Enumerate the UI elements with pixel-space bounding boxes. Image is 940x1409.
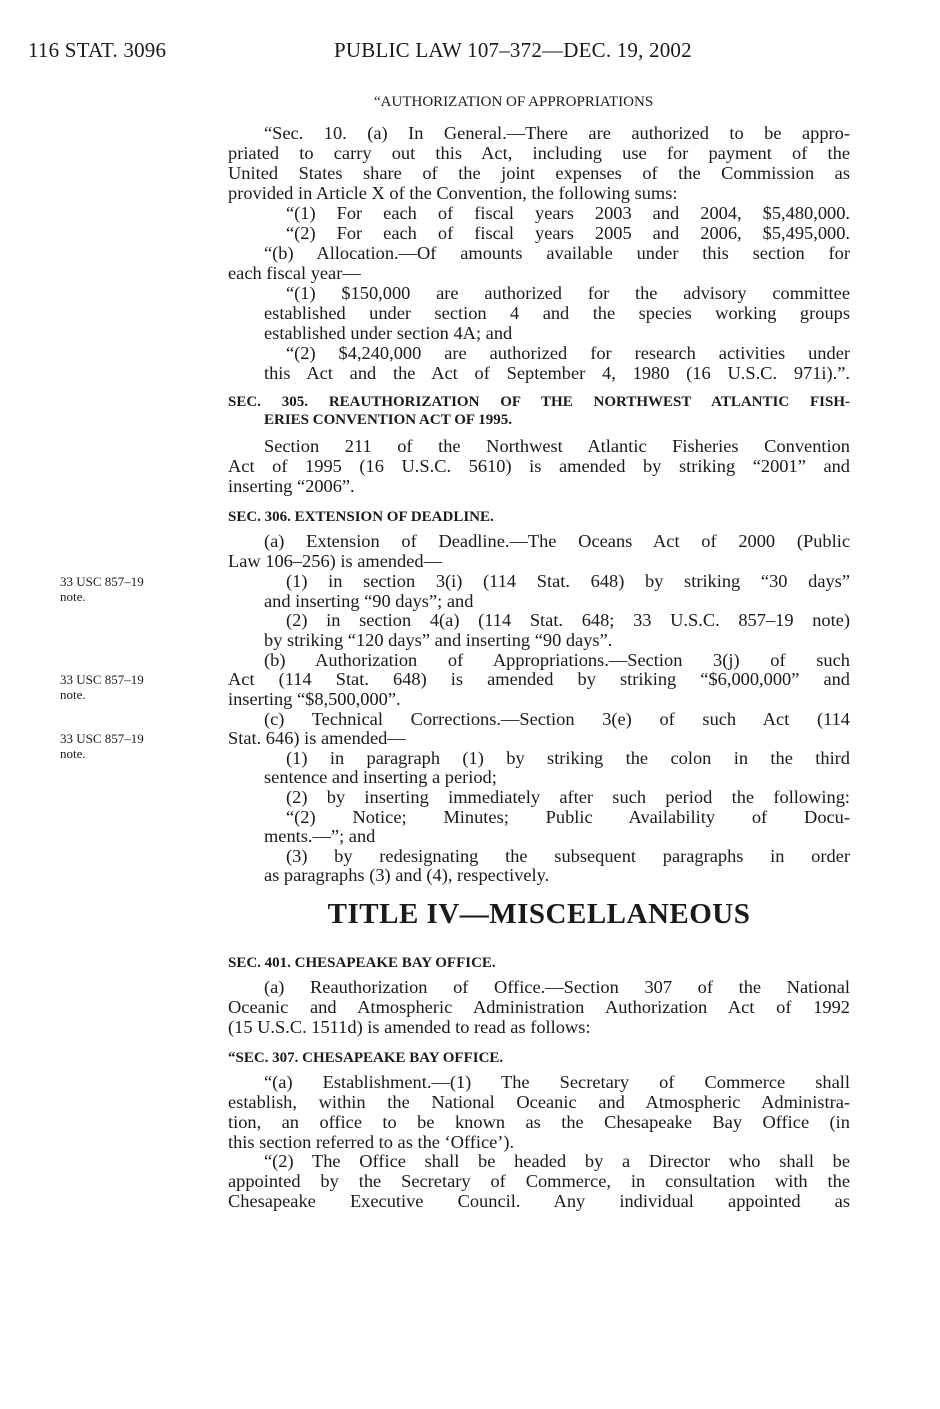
section-heading: “AUTHORIZATION OF APPROPRIATIONS bbox=[374, 94, 654, 110]
page-reference: 116 STAT. 3096 bbox=[28, 38, 167, 62]
margin-note-citation: 33 USC 857–19 bbox=[60, 731, 144, 746]
text-line: Law 106–256) is amended— bbox=[228, 551, 442, 571]
section-305-heading-cont: ERIES CONVENTION ACT OF 1995. bbox=[264, 412, 512, 428]
text-line: this section referred to as the ‘Office’). bbox=[228, 1132, 515, 1152]
margin-note-suffix: note. bbox=[60, 687, 86, 702]
section-401-heading: SEC. 401. CHESAPEAKE BAY OFFICE. bbox=[228, 955, 496, 971]
text-line: “(2) The Office shall be headed by a Director who shall be bbox=[264, 1151, 850, 1171]
text-line: and inserting “90 days”; and bbox=[264, 591, 474, 611]
text-line: (a) Reauthorization of Office.—Section 307 of the National bbox=[264, 977, 850, 997]
text-line: Section 211 of the Northwest Atlantic Fisheries Convention bbox=[264, 436, 850, 456]
text-line: ments.—”; and bbox=[264, 826, 376, 846]
text-line: establish, within the National Oceanic and Atmospheric Administra- bbox=[228, 1092, 850, 1112]
text-line: (2) in section 4(a) (114 Stat. 648; 33 U.S.C. 857–19 note) bbox=[286, 610, 850, 630]
margin-note bbox=[60, 672, 144, 702]
text-line: “(2) Notice; Minutes; Public Availability of Docu- bbox=[286, 807, 850, 827]
text-line: priated to carry out this Act, including use for payment of the bbox=[228, 143, 850, 163]
text-line: tion, an office to be known as the Chesapeake Bay Office (in bbox=[228, 1112, 850, 1132]
text-line: “(1) $150,000 are authorized for the advisory committee bbox=[286, 283, 850, 303]
text-line: each fiscal year— bbox=[228, 263, 361, 283]
text-line: “(a) Establishment.—(1) The Secretary of Commerce shall bbox=[264, 1072, 850, 1092]
text-line: established under section 4A; and bbox=[264, 323, 513, 343]
text-line: as paragraphs (3) and (4), respectively. bbox=[264, 865, 550, 885]
text-line: inserting “$8,500,000”. bbox=[228, 689, 401, 709]
text-line: (1) in paragraph (1) by striking the colon in the third bbox=[286, 748, 850, 768]
section-305-heading: SEC. 305. REAUTHORIZATION OF THE NORTHWEST ATLANTIC FISH- bbox=[228, 394, 850, 410]
text-line: Oceanic and Atmospheric Administration Authorization Act of 1992 bbox=[228, 997, 850, 1017]
text-line: (2) by inserting immediately after such period the following: bbox=[286, 787, 850, 807]
margin-note-suffix: note. bbox=[60, 746, 86, 761]
text-line: (c) Technical Corrections.—Section 3(e) of such Act (114 bbox=[264, 709, 850, 729]
text-line: “(b) Allocation.—Of amounts available under this section for bbox=[264, 243, 850, 263]
title-iv-heading: TITLE IV—MISCELLANEOUS bbox=[327, 898, 751, 930]
text-line: “Sec. 10. (a) In General.—There are authorized to be appro- bbox=[264, 123, 850, 143]
text-line: “(2) For each of fiscal years 2005 and 2006, $5,495,000. bbox=[286, 223, 850, 243]
text-line: this Act and the Act of September 4, 1980 (16 U.S.C. 971i).”. bbox=[264, 363, 850, 383]
text-line: by striking “120 days” and inserting “90 days”. bbox=[264, 630, 613, 650]
margin-note-suffix: note. bbox=[60, 589, 86, 604]
text-line: Chesapeake Executive Council. Any individual appointed as bbox=[228, 1191, 850, 1211]
margin-note-citation: 33 USC 857–19 bbox=[60, 574, 144, 589]
text-line: (a) Extension of Deadline.—The Oceans Act of 2000 (Public bbox=[264, 531, 850, 551]
margin-note bbox=[60, 731, 144, 761]
text-line: (1) in section 3(i) (114 Stat. 648) by striking “30 days” bbox=[286, 571, 850, 591]
text-line: established under section 4 and the species working groups bbox=[264, 303, 850, 323]
public-law-heading: PUBLIC LAW 107–372—DEC. 19, 2002 bbox=[334, 38, 692, 62]
text-line: Stat. 646) is amended— bbox=[228, 728, 406, 748]
text-line: “(2) $4,240,000 are authorized for research activities under bbox=[286, 343, 850, 363]
text-line: Act (114 Stat. 648) is amended by striking “$6,000,000” and bbox=[228, 669, 850, 689]
text-line: (b) Authorization of Appropriations.—Section 3(j) of such bbox=[264, 650, 850, 670]
text-line: United States share of the joint expenses of the Commission as bbox=[228, 163, 850, 183]
margin-note-citation: 33 USC 857–19 bbox=[60, 672, 144, 687]
text-line: appointed by the Secretary of Commerce, in consultation with the bbox=[228, 1171, 850, 1191]
text-line: Act of 1995 (16 U.S.C. 5610) is amended by striking “2001” and bbox=[228, 456, 850, 476]
text-line: (15 U.S.C. 1511d) is amended to read as follows: bbox=[228, 1017, 591, 1037]
text-line: “(1) For each of fiscal years 2003 and 2004, $5,480,000. bbox=[286, 203, 850, 223]
margin-note bbox=[60, 574, 144, 604]
section-307-heading: “SEC. 307. CHESAPEAKE BAY OFFICE. bbox=[228, 1050, 504, 1066]
text-line: sentence and inserting a period; bbox=[264, 767, 497, 787]
text-line: provided in Article X of the Convention, the following sums: bbox=[228, 183, 678, 203]
section-306-heading: SEC. 306. EXTENSION OF DEADLINE. bbox=[228, 509, 494, 525]
text-line: (3) by redesignating the subsequent paragraphs in order bbox=[286, 846, 850, 866]
text-line: inserting “2006”. bbox=[228, 476, 355, 496]
